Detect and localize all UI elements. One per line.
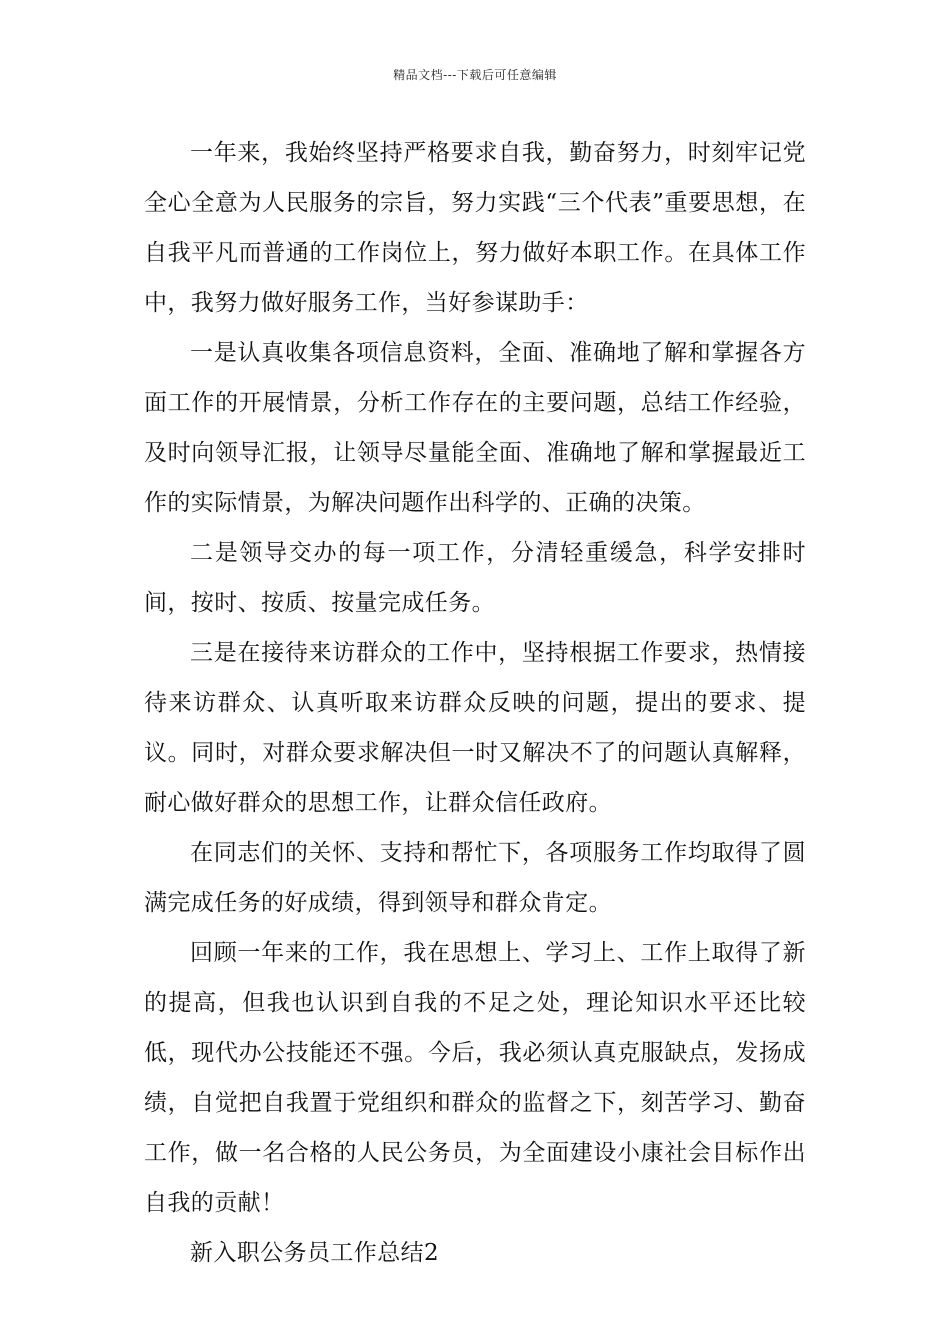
paragraph-2: 一是认真收集各项信息资料，全面、准确地了解和掌握各方面工作的开展情景，分析工作存在的主要问题，总结工作经验，及时向领导汇报，让领导尽量能全面、准确地了解和掌握最近工作的实际情景，为解决问题作出科学的、正确的决策。 xyxy=(144,340,806,516)
document-body xyxy=(144,128,806,1278)
paragraph-6: 回顾一年来的工作，我在思想上、学习上、工作上取得了新的提高，但我也认识到自我的不足之处，理论知识水平还比较低，现代办公技能还不强。今后，我必须认真克服缺点，发扬成绩，自觉把自我置于党组织和群众的监督之下，刻苦学习、勤奋工作，做一名合格的人民公务员，为全面建设小康社会目标作出自我的贡献！ xyxy=(144,940,806,1216)
section-heading: 新入职公务员工作总结2 xyxy=(190,1240,440,1266)
paragraph-3: 二是领导交办的每一项工作，分清轻重缓急，科学安排时间，按时、按质、按量完成任务。 xyxy=(144,540,806,616)
paragraph-5: 在同志们的关怀、支持和帮忙下，各项服务工作均取得了圆满完成任务的好成绩，得到领导和群众肯定。 xyxy=(144,840,806,916)
paragraph-4: 三是在接待来访群众的工作中，坚持根据工作要求，热情接待来访群众、认真听取来访群众反映的问题，提出的要求、提议。同时，对群众要求解决但一时又解决不了的问题认真解释，耐心做好群众的思想工作，让群众信任政府。 xyxy=(144,640,806,816)
page-header: 精品文档---下载后可任意编辑 xyxy=(393,68,557,82)
paragraph-1: 一年来，我始终坚持严格要求自我，勤奋努力，时刻牢记党全心全意为人民服务的宗旨，努力实践“三个代表”重要思想，在自我平凡而普通的工作岗位上，努力做好本职工作。在具体工作中，我努力做好服务工作，当好参谋助手： xyxy=(144,140,806,316)
